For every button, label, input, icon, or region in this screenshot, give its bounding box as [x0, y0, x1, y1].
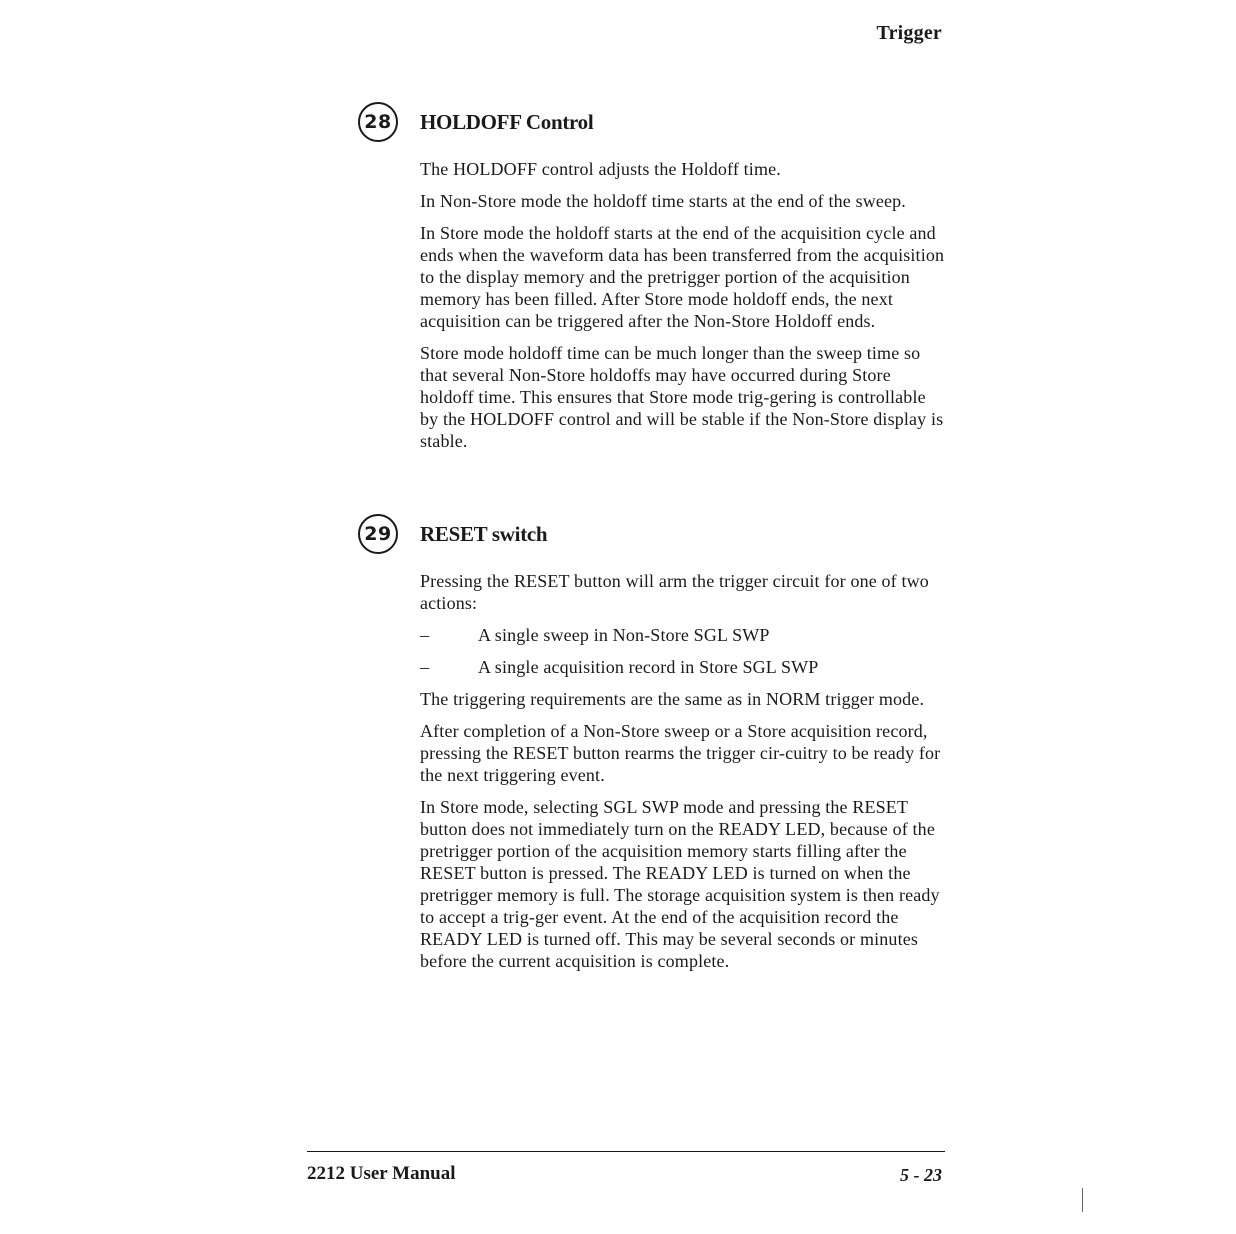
paragraph: After completion of a Non-Store sweep or a Store acquisition record, pressing the RESET button rearms the trigger cir-cuitry to be ready for the next triggering event. — [420, 721, 941, 785]
footer-manual-title: 2212 User Manual — [307, 1163, 456, 1184]
callout-number-badge: 28 — [358, 102, 398, 142]
list-item — [420, 624, 946, 646]
paragraph: Store mode holdoff time can be much longer than the sweep time so that several Non-Store holdoffs may have occurred during Store holdoff time. This ensures that Store mode trig-gering is controllable by the HOLDOFF control and will be stable if the Non-Store display is stable. — [420, 343, 944, 451]
paragraph: Pressing the RESET button will arm the trigger circuit for one of two actions: — [420, 571, 929, 613]
section-heading — [358, 514, 948, 558]
footer-divider — [307, 1151, 945, 1152]
section-title: RESET switch — [420, 522, 548, 546]
page-number: 5 - 23 — [900, 1165, 942, 1185]
margin-mark — [1082, 1188, 1083, 1212]
callout-number-badge: 29 — [358, 514, 398, 554]
section-body — [420, 570, 946, 972]
dash-marker: – — [420, 625, 430, 645]
paragraph: The triggering requirements are the same as in NORM trigger mode. — [420, 689, 925, 709]
running-header: Trigger — [876, 22, 942, 44]
list-item-text: A single acquisition record in Store SGL SWP — [478, 657, 819, 677]
list-item-text: A single sweep in Non-Store SGL SWP — [478, 625, 770, 645]
section-title: HOLDOFF Control — [420, 110, 594, 134]
paragraph: The HOLDOFF control adjusts the Holdoff time. — [420, 159, 781, 179]
dash-marker: – — [420, 657, 430, 677]
paragraph: In Store mode, selecting SGL SWP mode and pressing the RESET button does not immediately turn on the READY LED, because of the pretrigger portion of the acquisition memory starts filling after the RESET button is pressed. The READY LED is turned on when the pretrigger memory is full. The storage acquisition system is then ready to accept a trig-ger event. At the end of the acquisition record the READY LED is turned off. This may be several seconds or minutes before the current acquisition is complete. — [420, 797, 940, 971]
list-item — [420, 656, 946, 678]
section-reset-switch — [358, 514, 948, 982]
paragraph: In Store mode the holdoff starts at the end of the acquisition cycle and ends when the waveform data has been transferred from the acquisition to the display memory and the pretrigger portion of the acquisition memory has been filled. After Store mode holdoff ends, the next acquisition can be triggered after the Non-Store Holdoff ends. — [420, 223, 945, 331]
section-body — [420, 158, 946, 452]
section-heading — [358, 102, 948, 146]
section-holdoff-control — [358, 102, 948, 462]
paragraph: In Non-Store mode the holdoff time starts at the end of the sweep. — [420, 191, 906, 211]
